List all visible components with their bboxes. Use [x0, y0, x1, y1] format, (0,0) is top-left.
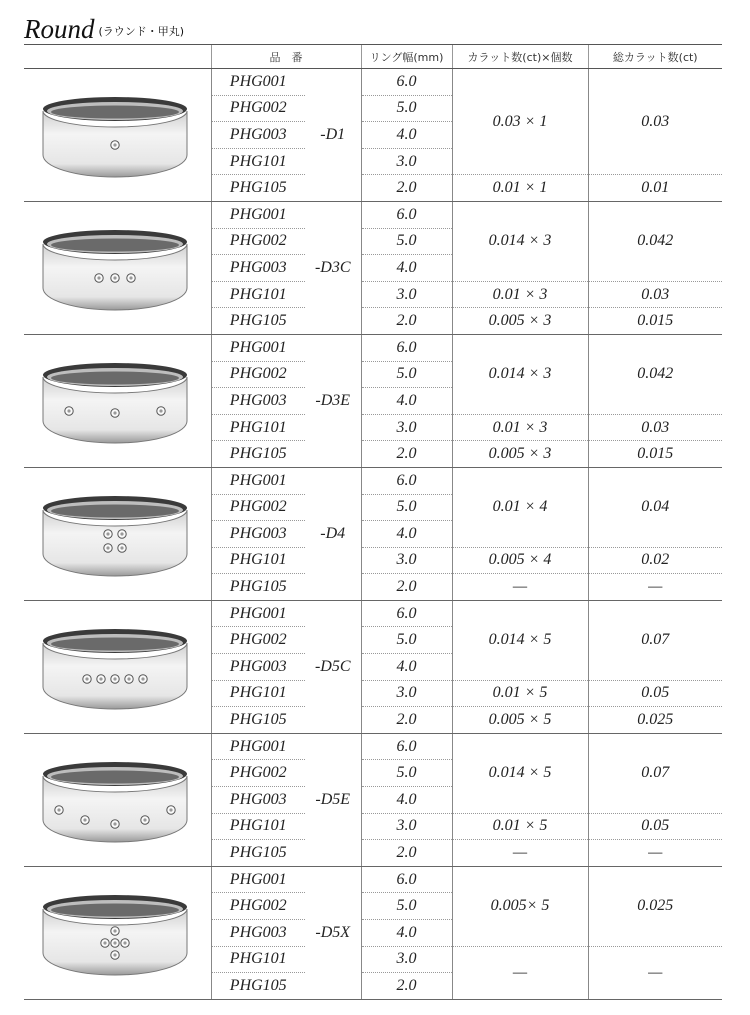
product-code: PHG101	[211, 946, 305, 973]
ring-width: 3.0	[361, 813, 452, 840]
ring-width: 6.0	[361, 600, 452, 627]
ring-width: 4.0	[361, 920, 452, 947]
product-code: PHG105	[211, 973, 305, 1000]
carat-count: 0.014 × 3	[452, 334, 588, 414]
product-code: PHG003	[211, 920, 305, 947]
ring-width: 3.0	[361, 148, 452, 175]
total-carat: —	[588, 574, 722, 601]
product-code: PHG003	[211, 654, 305, 681]
carat-count: 0.014 × 3	[452, 201, 588, 281]
product-code: PHG001	[211, 467, 305, 494]
header-code: 品 番	[211, 45, 361, 69]
ring-width: 4.0	[361, 388, 452, 415]
ring-width: 3.0	[361, 547, 452, 574]
table-row	[24, 866, 722, 893]
ring-width: 2.0	[361, 441, 452, 468]
ring-image-cell	[24, 600, 211, 733]
carat-count: 0.01 × 1	[452, 175, 588, 202]
product-code: PHG001	[211, 866, 305, 893]
product-code: PHG003	[211, 521, 305, 548]
ring-width: 4.0	[361, 122, 452, 149]
design-suffix: -D5C	[305, 600, 361, 733]
product-code: PHG105	[211, 707, 305, 734]
total-carat: 0.042	[588, 201, 722, 281]
ring-width: 3.0	[361, 281, 452, 308]
design-suffix: -D3E	[305, 334, 361, 467]
ring-width: 3.0	[361, 414, 452, 441]
total-carat: 0.015	[588, 308, 722, 335]
product-code: PHG003	[211, 122, 305, 149]
product-code: PHG002	[211, 361, 305, 388]
carat-count: 0.014 × 5	[452, 733, 588, 813]
product-code: PHG002	[211, 760, 305, 787]
ring-width: 5.0	[361, 627, 452, 654]
table-row	[24, 600, 722, 627]
ring-width: 4.0	[361, 255, 452, 282]
design-suffix: -D3C	[305, 201, 361, 334]
product-code: PHG001	[211, 733, 305, 760]
ring-image	[37, 85, 197, 185]
product-code: PHG101	[211, 813, 305, 840]
carat-count: 0.005 × 3	[452, 308, 588, 335]
carat-count: 0.01 × 4	[452, 467, 588, 547]
product-code: PHG101	[211, 414, 305, 441]
ring-width: 2.0	[361, 973, 452, 1000]
carat-count: 0.005 × 5	[452, 707, 588, 734]
total-carat: 0.03	[588, 414, 722, 441]
carat-count: 0.01 × 5	[452, 680, 588, 707]
header-image	[24, 45, 211, 69]
carat-count: 0.01 × 3	[452, 281, 588, 308]
header-total: 総カラット数(ct)	[588, 45, 722, 69]
total-carat: 0.07	[588, 600, 722, 680]
product-code: PHG101	[211, 680, 305, 707]
ring-image-cell	[24, 866, 211, 999]
ring-width: 3.0	[361, 680, 452, 707]
product-code: PHG105	[211, 574, 305, 601]
title-sub: (ラウンド・甲丸)	[98, 25, 185, 38]
ring-image-cell	[24, 733, 211, 866]
total-carat: 0.042	[588, 334, 722, 414]
total-carat: —	[588, 946, 722, 999]
carat-count: 0.005× 5	[452, 866, 588, 946]
total-carat: 0.03	[588, 281, 722, 308]
table-row	[24, 69, 722, 96]
ring-image-cell	[24, 201, 211, 334]
total-carat: 0.05	[588, 813, 722, 840]
total-carat: 0.015	[588, 441, 722, 468]
carat-count: 0.005 × 4	[452, 547, 588, 574]
product-code: PHG105	[211, 308, 305, 335]
table-row	[24, 201, 722, 228]
ring-width: 6.0	[361, 467, 452, 494]
table-row	[24, 334, 722, 361]
product-code: PHG001	[211, 201, 305, 228]
ring-width: 5.0	[361, 95, 452, 122]
total-carat: 0.025	[588, 866, 722, 946]
title-main: Round	[24, 14, 95, 44]
total-carat: 0.025	[588, 707, 722, 734]
ring-width: 4.0	[361, 654, 452, 681]
ring-width: 2.0	[361, 707, 452, 734]
table-header-row	[24, 45, 722, 69]
carat-count: 0.005 × 3	[452, 441, 588, 468]
ring-width: 2.0	[361, 840, 452, 867]
total-carat: 0.03	[588, 69, 722, 175]
ring-width: 2.0	[361, 175, 452, 202]
ring-width: 3.0	[361, 946, 452, 973]
page-title	[24, 14, 184, 45]
ring-image	[37, 351, 197, 451]
product-code: PHG002	[211, 494, 305, 521]
ring-image	[37, 750, 197, 850]
ring-width: 5.0	[361, 228, 452, 255]
ring-width: 6.0	[361, 866, 452, 893]
total-carat: 0.02	[588, 547, 722, 574]
product-code: PHG001	[211, 69, 305, 96]
ring-image	[37, 617, 197, 717]
ring-width: 6.0	[361, 334, 452, 361]
header-carat: カラット数(ct)×個数	[452, 45, 588, 69]
ring-image	[37, 883, 197, 983]
carat-count: —	[452, 574, 588, 601]
ring-image	[37, 218, 197, 318]
ring-width: 2.0	[361, 574, 452, 601]
carat-count: 0.01 × 3	[452, 414, 588, 441]
carat-count: 0.01 × 5	[452, 813, 588, 840]
product-code: PHG001	[211, 600, 305, 627]
product-code: PHG101	[211, 547, 305, 574]
design-suffix: -D1	[305, 69, 361, 202]
ring-width: 6.0	[361, 69, 452, 96]
product-code: PHG003	[211, 787, 305, 814]
carat-count: —	[452, 946, 588, 999]
product-code: PHG101	[211, 148, 305, 175]
ring-width: 6.0	[361, 201, 452, 228]
total-carat: —	[588, 840, 722, 867]
design-suffix: -D5X	[305, 866, 361, 999]
product-code: PHG003	[211, 255, 305, 282]
product-code: PHG001	[211, 334, 305, 361]
carat-count: 0.014 × 5	[452, 600, 588, 680]
ring-image-cell	[24, 69, 211, 202]
ring-image-cell	[24, 467, 211, 600]
total-carat: 0.04	[588, 467, 722, 547]
ring-width: 5.0	[361, 893, 452, 920]
total-carat: 0.01	[588, 175, 722, 202]
carat-count: —	[452, 840, 588, 867]
product-code: PHG002	[211, 95, 305, 122]
total-carat: 0.05	[588, 680, 722, 707]
design-suffix: -D5E	[305, 733, 361, 866]
product-code: PHG002	[211, 627, 305, 654]
total-carat: 0.07	[588, 733, 722, 813]
product-code: PHG002	[211, 228, 305, 255]
ring-spec-table	[24, 44, 722, 1000]
table-row	[24, 733, 722, 760]
design-suffix: -D4	[305, 467, 361, 600]
ring-width: 5.0	[361, 361, 452, 388]
ring-image	[37, 484, 197, 584]
product-code: PHG105	[211, 840, 305, 867]
product-code: PHG003	[211, 388, 305, 415]
ring-width: 2.0	[361, 308, 452, 335]
header-width: リング幅(mm)	[361, 45, 452, 69]
product-code: PHG105	[211, 175, 305, 202]
ring-width: 5.0	[361, 494, 452, 521]
ring-width: 5.0	[361, 760, 452, 787]
carat-count: 0.03 × 1	[452, 69, 588, 175]
ring-width: 4.0	[361, 521, 452, 548]
product-code: PHG002	[211, 893, 305, 920]
product-code: PHG101	[211, 281, 305, 308]
table-row	[24, 467, 722, 494]
ring-width: 4.0	[361, 787, 452, 814]
ring-width: 6.0	[361, 733, 452, 760]
ring-image-cell	[24, 334, 211, 467]
product-code: PHG105	[211, 441, 305, 468]
